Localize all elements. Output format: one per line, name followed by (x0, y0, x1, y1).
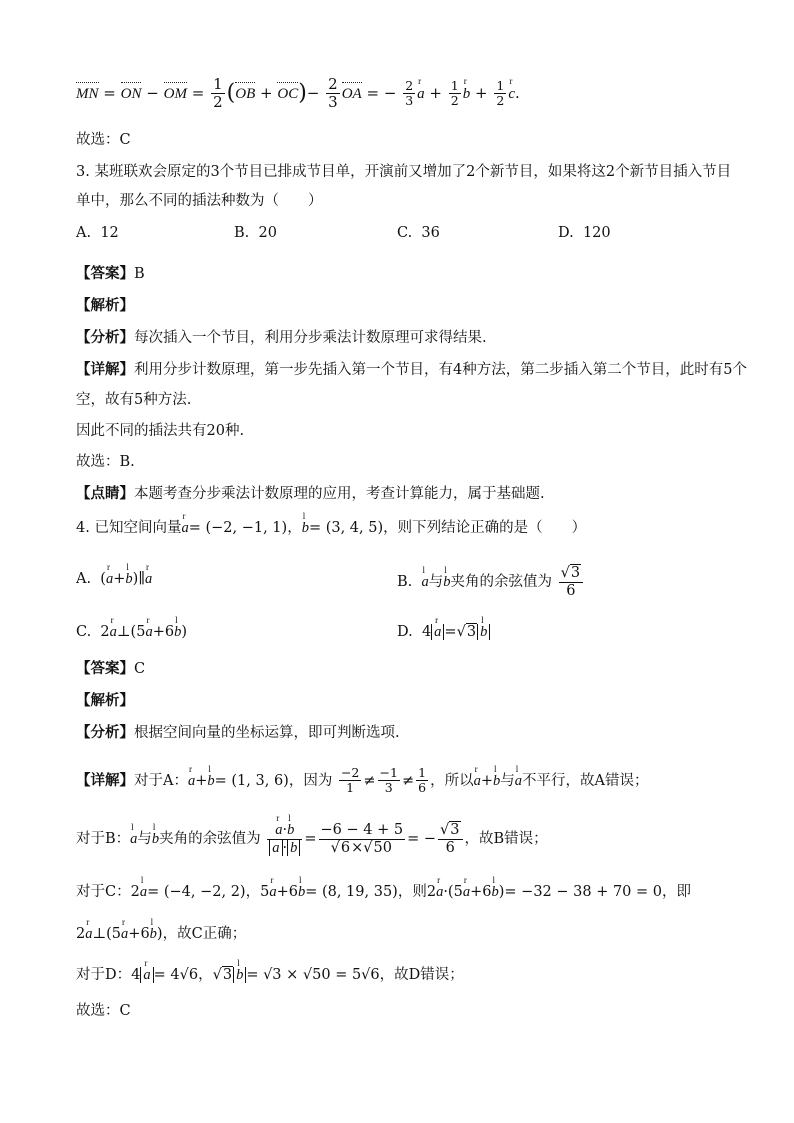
fraction-numeric: $\frac{-6 - 4 + 5}{√6\times√50}$ (320, 822, 404, 856)
q4-detail-c-line2: 2r a⊥(5r a+6l b)，故C正确； (76, 926, 246, 943)
q3-choose: 故选：B. (76, 454, 135, 470)
vector-a: r a (145, 571, 152, 588)
fraction-neg2-1: $\frac{-2}{1}$ (340, 765, 360, 796)
q4-option-a: A. (r a+l b)∥r a (76, 571, 152, 588)
vector-b: l b (236, 967, 243, 984)
vector-a: l a (130, 831, 137, 848)
q3-option-b: B. 20 (234, 225, 277, 241)
q4-detail-a: 【详解】对于A：r a+l b= (1, 3, 6)，因为 $\frac{-2}{1}$ ≠ $\frac{-1}{3}$ ≠ $\frac{1}{6}$ ，所以r a+l b与l a不平行，故A错误； (76, 766, 648, 796)
q4-detail-c-line1: 对于C：2l a= (−4, −2, 2)，5r a+6l b= (8, 19, 35)，则2r a·(5r a+6l b)= −32 − 38 + 70 = 0，即 (76, 884, 691, 901)
coef-c: $\frac{1}{2}$ (496, 77, 505, 109)
vector-a: l a (515, 773, 522, 790)
vector-om: OM (163, 85, 187, 102)
vector-b: l b (302, 520, 309, 537)
period: . (515, 83, 520, 102)
vector-ob: OB (235, 85, 256, 102)
plus-sign: + (475, 83, 488, 102)
q3-stem-line2: 单中，那么不同的插法种数为（ ） (76, 193, 323, 209)
vector-a: r a (188, 773, 195, 790)
q4-choose: 故选：C (76, 1003, 131, 1019)
vector-oc: OC (277, 85, 299, 102)
q4-analysis-tag: 【解析】 (76, 692, 134, 709)
vector-a: r a (181, 520, 188, 537)
vector-a: r a (110, 624, 117, 641)
fraction-dot-over-norms: r $\frac{\text{a·l b}}{a \cdot b}$ (267, 822, 302, 856)
plus-sign: + (260, 83, 273, 102)
q3-option-c: C. 36 (397, 225, 440, 241)
vector-b: l b (491, 884, 498, 901)
paren-open: ( (226, 80, 236, 106)
q4-option-d: D. 4r a =√3l b (397, 624, 490, 641)
q3-detail-line2: 空，故有5种方法. (76, 392, 192, 408)
vector-a: r a (417, 85, 425, 103)
vector-b: r b (463, 85, 471, 103)
vector-a: r a (121, 926, 128, 943)
vector-a: r a (145, 624, 152, 641)
q4-option-b: B. l a与l b夹角的余弦值为 $\frac{√3}{6}$ (397, 565, 585, 599)
formula-mn (76, 76, 520, 112)
fraction-neg1-3: $\frac{-1}{3}$ (379, 765, 398, 796)
vector-b: l b (152, 831, 159, 848)
vector-a: l a (140, 884, 147, 901)
vector-oa: OA (341, 85, 362, 102)
vector-a: r a (463, 884, 470, 901)
vector-a: l a (421, 574, 428, 591)
q3-analysis-tag: 【解析】 (76, 297, 134, 314)
coef-b: $\frac{1}{2}$ (450, 77, 459, 109)
q4-answer: 【答案】C (76, 660, 146, 677)
fraction-result: $\frac{√3}{6}$ (438, 822, 462, 856)
q4-fenxi: 【分析】根据空间向量的坐标运算，即可判断选项. (76, 724, 400, 741)
fraction-root3-over-6: $\frac{√3}{6}$ (559, 565, 583, 599)
vector-b: l b (174, 624, 181, 641)
answer-previous: 故选：C (76, 132, 131, 148)
equals-sign: = (191, 83, 205, 102)
q3-detail-line3: 因此不同的插法共有20种. (76, 423, 245, 439)
vector-b: l b (207, 773, 214, 790)
vector-b: l b (298, 884, 305, 901)
vector-b: l b (287, 822, 294, 839)
q4-option-c: C. 2r a⊥(5r a+6l b) (76, 624, 187, 641)
q3-stem-line1: 3. 某班联欢会原定的3个节目已排成节目单，开演前又增加了2个新节目，如果将这2个新节目插入节目 (76, 164, 732, 180)
q4-stem: 4. 已知空间向量r a= (−2, −1, 1)，l b= (3, 4, 5)，则下列结论正确的是（ ） (76, 520, 586, 537)
vector-a: r a (85, 926, 92, 943)
paren-close: ) (298, 80, 307, 106)
vector-b: l b (493, 773, 500, 790)
q4-detail-d: 对于D：4r a = 4√6，√3l b = √3 × √50 = 5√6，故D错误； (76, 967, 464, 984)
equals-sign: = (103, 83, 116, 102)
vector-c: r c (508, 85, 515, 103)
vector-b: l b (150, 926, 157, 943)
fraction-1-6: $\frac{1}{6}$ (418, 765, 427, 796)
vector-mn: MN (76, 85, 99, 102)
plus-sign: + (429, 83, 442, 102)
vector-a: r a (106, 571, 113, 588)
q3-fenxi: 【分析】每次插入一个节目，利用分步乘法计数原理可求得结果. (76, 329, 487, 346)
vector-a: r a (143, 967, 150, 984)
vector-b: l b (443, 574, 450, 591)
minus-sign: − (306, 83, 320, 102)
q3-option-a: A. 12 (76, 225, 119, 241)
q4-detail-b: 对于B：l a与l b夹角的余弦值为 r $\frac{\text{a·l b}}{a \cdot b}$ = $\frac{-6 - 4 + 5}{√6\times√50}$ = − $\frac{√3}{6}$ ，故B错误； (76, 822, 548, 856)
fraction-half: $\frac{1}{2}$ (213, 75, 223, 112)
q3-answer: 【答案】B (76, 265, 145, 282)
vector-b: l b (125, 571, 132, 588)
vector-a: r a (436, 884, 443, 901)
vector-on: ON (120, 85, 142, 102)
vector-a: r a (474, 773, 481, 790)
fraction-two-thirds: $\frac{2}{3}$ (328, 75, 338, 112)
q3-dianjing: 【点睛】本题考查分步乘法计数原理的应用，考查计算能力，属于基础题. (76, 485, 545, 502)
q3-detail-line1: 【详解】利用分步计数原理，第一步先插入第一个节目，有4种方法，第二步插入第二个节目，此时有5个 (76, 361, 747, 378)
vector-a: r a (434, 624, 441, 641)
vector-b: l b (480, 624, 487, 641)
q3-option-d: D. 120 (558, 225, 611, 241)
vector-a: r a (275, 822, 282, 839)
vector-a: r a (269, 884, 276, 901)
coef-a: $\frac{2}{3}$ (405, 77, 414, 109)
minus-sign: − (146, 83, 159, 102)
equals-minus: = − (366, 83, 397, 102)
